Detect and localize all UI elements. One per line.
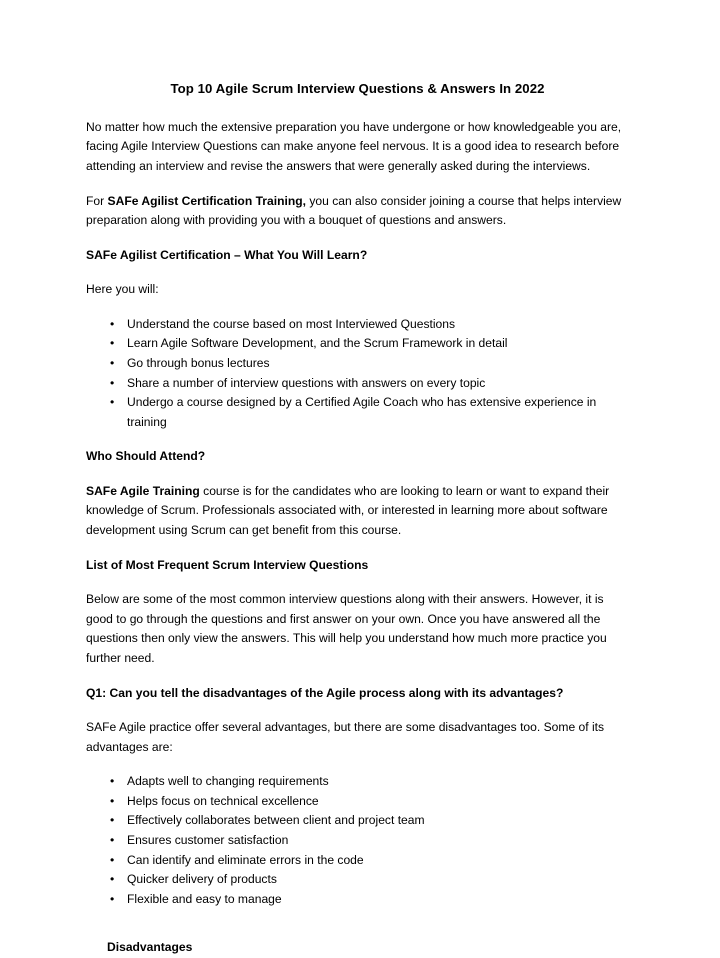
- bullet-icon: •: [110, 316, 115, 331]
- bullet-icon: •: [110, 395, 115, 410]
- bullet-icon: •: [110, 793, 115, 808]
- disadvantages-heading: Disadvantages: [107, 940, 193, 955]
- list-item: [86, 851, 629, 871]
- attend-heading: Who Should Attend?: [86, 449, 206, 464]
- list-item: [86, 334, 629, 354]
- list-item: [86, 772, 629, 792]
- attend-paragraph: [86, 482, 629, 541]
- list-item: [86, 393, 629, 432]
- list-item: [86, 811, 629, 831]
- bullet-icon: •: [110, 336, 115, 351]
- list-item-label: Undergo a course designed by a Certified Agile Coach who has extensive experience in training: [127, 395, 597, 429]
- answer-1-lead: SAFe Agile practice offer several advantages, but there are some disadvantages too. Some of its advantages are:: [86, 720, 605, 754]
- question-1-heading: Q1: Can you tell the disadvantages of the Agile process along with its advantages?: [86, 685, 564, 700]
- list-item: [86, 870, 629, 890]
- list-item-label: Ensures customer satisfaction: [127, 833, 289, 847]
- training-paragraph: [86, 192, 629, 231]
- list-item: [86, 792, 629, 812]
- bullet-icon: •: [110, 833, 115, 847]
- list-item-label: Learn Agile Software Development, and the Scrum Framework in detail: [127, 336, 508, 351]
- list-item-label: Adapts well to changing requirements: [127, 774, 329, 789]
- list-item: [86, 374, 629, 394]
- training-paragraph-suffix: you can also consider joining a course that helps interview preparation along with providing you with a bouquet of questions and answers.: [86, 193, 622, 228]
- training-paragraph-bold: SAFe Agilist Certification Training,: [107, 193, 306, 208]
- list-item-label: Share a number of interview questions with answers on every topic: [127, 375, 486, 390]
- list-item-label: Go through bonus lectures: [127, 356, 270, 371]
- list-item-label: Can identify and eliminate errors in the code: [127, 852, 364, 867]
- list-item-label: Effectively collaborates between client and project team: [127, 813, 425, 828]
- training-paragraph-prefix: For: [86, 193, 108, 208]
- learn-heading: SAFe Agilist Certification – What You Will Learn?: [86, 247, 368, 262]
- list-item: [86, 354, 629, 374]
- list-item-label: Understand the course based on most Interviewed Questions: [127, 316, 456, 331]
- list-item: [86, 831, 629, 851]
- section-spacer: [86, 924, 629, 938]
- document-content: [86, 80, 629, 958]
- attend-paragraph-bold: SAFe Agile Training: [86, 483, 200, 498]
- learn-bullet-list: [86, 315, 629, 432]
- list-paragraph: Below are some of the most common interview questions along with their answers. However, it is good to go through the questions and first answer on your own. Once you have answered all the questions then only view the answers. This will help you understand how much more practice you further need.: [86, 592, 607, 665]
- learn-lead: Here you will:: [86, 282, 159, 297]
- list-item-label: Helps focus on technical excellence: [127, 793, 319, 808]
- list-item-label: Flexible and easy to manage: [127, 891, 282, 906]
- attend-paragraph-suffix: course is for the candidates who are looking to learn or want to expand their knowledge of Scrum. Professionals associated with, or interested in learning more about software development using Scrum can get benefit from this course.: [86, 483, 610, 538]
- list-item: [86, 890, 629, 910]
- bullet-icon: •: [110, 852, 115, 867]
- bullet-icon: •: [110, 813, 115, 828]
- list-item: [86, 315, 629, 335]
- bullet-icon: •: [110, 774, 115, 789]
- bullet-icon: •: [110, 872, 115, 887]
- list-item-label: Quicker delivery of products: [127, 872, 277, 887]
- bullet-icon: •: [110, 891, 115, 906]
- list-heading: List of Most Frequent Scrum Interview Questions: [86, 557, 369, 572]
- advantages-bullet-list: [86, 772, 629, 909]
- bullet-icon: •: [110, 375, 115, 390]
- page-title: Top 10 Agile Scrum Interview Questions & Answers In 2022: [170, 81, 545, 96]
- bullet-icon: •: [110, 356, 115, 371]
- intro-paragraph: No matter how much the extensive preparation you have undergone or how knowledgeable you are, facing Agile Interview Questions can make anyone feel nervous. It is a good idea to research before attending an interview and revise the answers that were generally asked during the interviews.: [86, 119, 622, 173]
